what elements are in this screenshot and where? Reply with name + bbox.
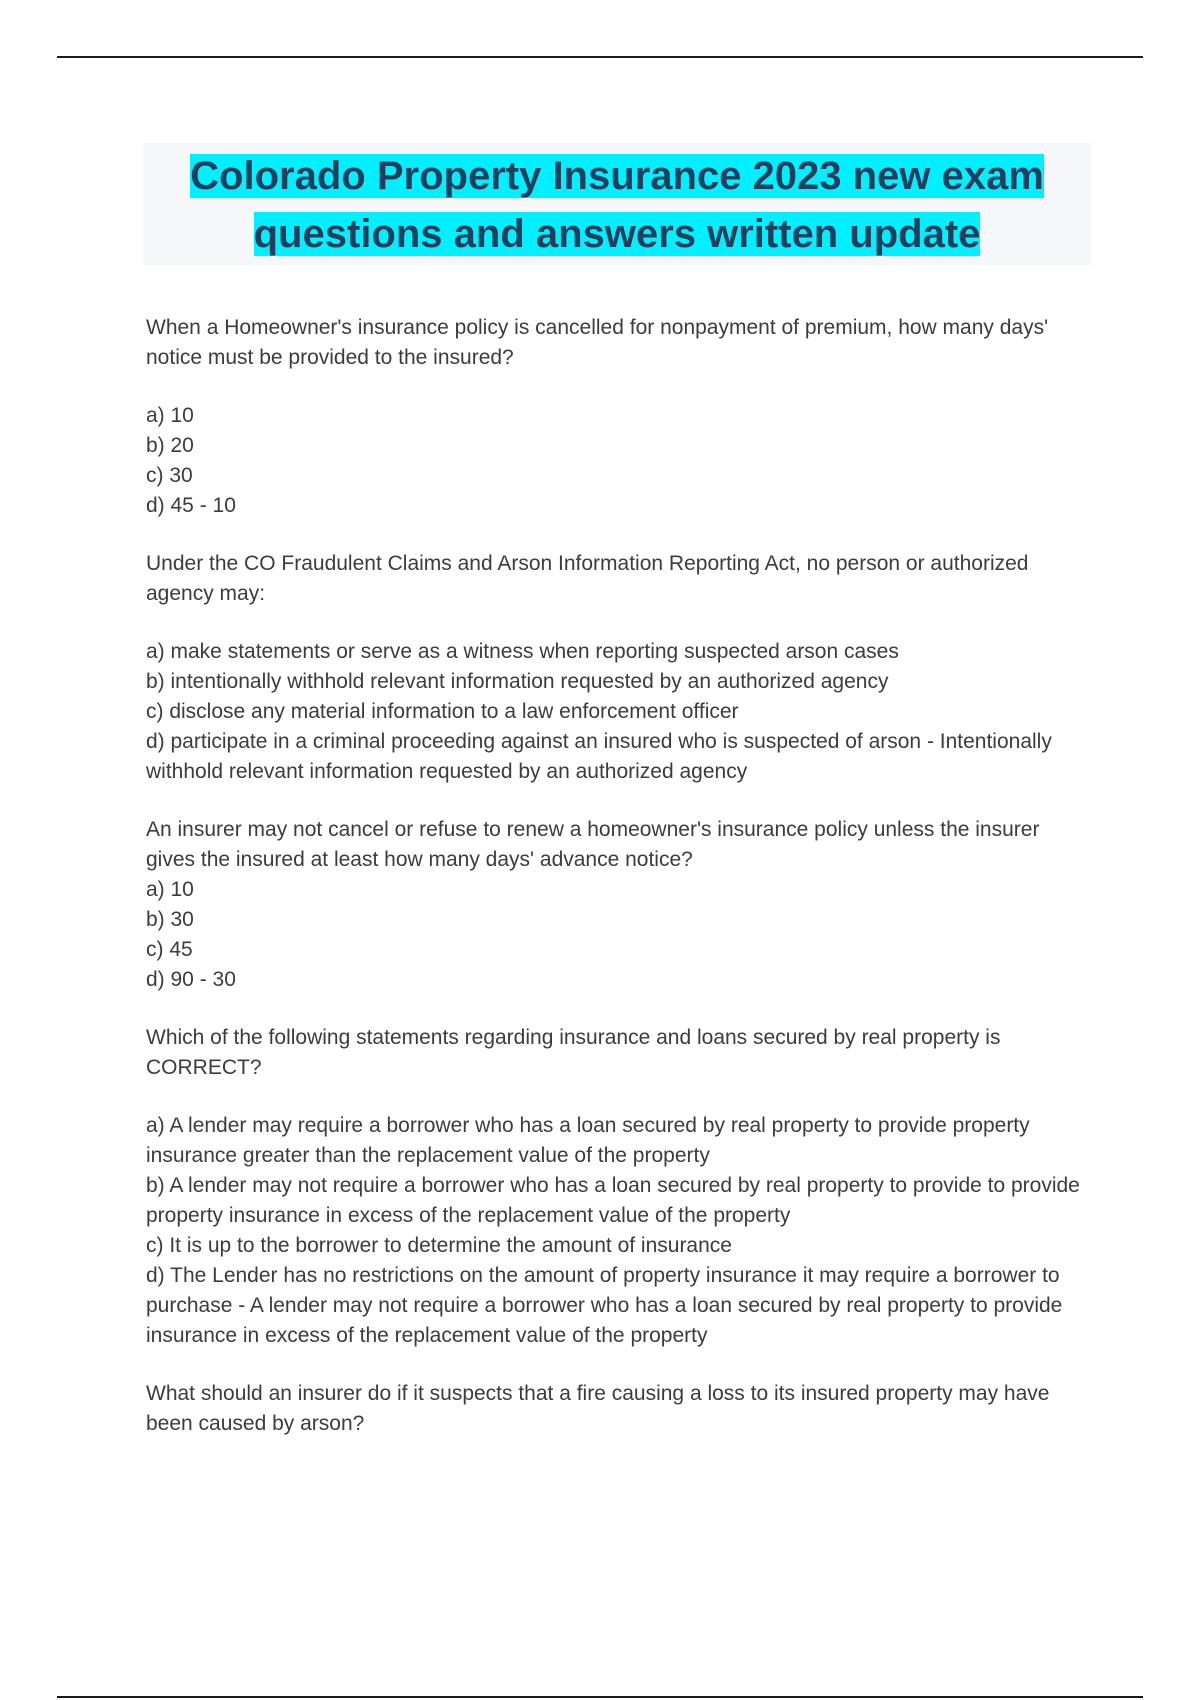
- answer-options: [146, 637, 1086, 787]
- answer-option: a) 10: [146, 878, 194, 901]
- question-text: What should an insurer do if it suspects that a fire causing a loss to its insured property may have been caused by arson?: [146, 1382, 1050, 1435]
- answer-option: a) 10: [146, 404, 194, 427]
- question-3: [146, 815, 1086, 995]
- answer-option: d) The Lender has no restrictions on the amount of property insurance it may require a borrower to purchase - A lender may not require a borrower who has a loan secured by real property to provide insurance in excess of the replacement value of the property: [146, 1264, 1063, 1347]
- answer-option: d) participate in a criminal proceeding against an insured who is suspected of arson - Intentionally withhold relevant information requested by an authorized agency: [146, 730, 1052, 783]
- question-1: [146, 313, 1086, 521]
- question-text: Which of the following statements regarding insurance and loans secured by real property is CORRECT?: [146, 1026, 1001, 1079]
- answer-option: a) A lender may require a borrower who has a loan secured by real property to provide property insurance greater than the replacement value of the property: [146, 1114, 1030, 1167]
- answer-option: d) 90 - 30: [146, 968, 236, 991]
- answer-options: [146, 1111, 1086, 1351]
- answer-option: b) 30: [146, 908, 194, 931]
- answer-option: a) make statements or serve as a witness when reporting suspected arson cases: [146, 640, 899, 663]
- answer-option: b) intentionally withhold relevant information requested by an authorized agency: [146, 670, 889, 693]
- answer-option: c) 45: [146, 938, 193, 961]
- question-text: When a Homeowner's insurance policy is cancelled for nonpayment of premium, how many days' notice must be provided to the insured?: [146, 316, 1049, 369]
- answer-option: b) 20: [146, 434, 194, 457]
- question-text: An insurer may not cancel or refuse to renew a homeowner's insurance policy unless the insurer gives the insured at least how many days' advance notice?: [146, 818, 1040, 871]
- answer-option: d) 45 - 10: [146, 494, 236, 517]
- question-2: [146, 549, 1086, 787]
- question-list: [146, 313, 1086, 1467]
- question-4: [146, 1023, 1086, 1351]
- question-text: Under the CO Fraudulent Claims and Arson Information Reporting Act, no person or authorized agency may:: [146, 552, 1029, 605]
- answer-option: c) disclose any material information to a law enforcement officer: [146, 700, 739, 723]
- title-block: [143, 143, 1091, 265]
- question-5: [146, 1379, 1086, 1439]
- answer-options: [146, 401, 1086, 521]
- answer-option: c) It is up to the borrower to determine the amount of insurance: [146, 1234, 732, 1257]
- document-title-line-2: questions and answers written update: [253, 212, 981, 256]
- answer-options: [146, 875, 1086, 995]
- answer-option: b) A lender may not require a borrower who has a loan secured by real property to provide to provide property insurance in excess of the replacement value of the property: [146, 1174, 1080, 1227]
- document-title-line-1: Colorado Property Insurance 2023 new exam: [190, 154, 1044, 198]
- footer-rule: [57, 1696, 1143, 1698]
- answer-option: c) 30: [146, 464, 193, 487]
- header-rule: [57, 56, 1143, 58]
